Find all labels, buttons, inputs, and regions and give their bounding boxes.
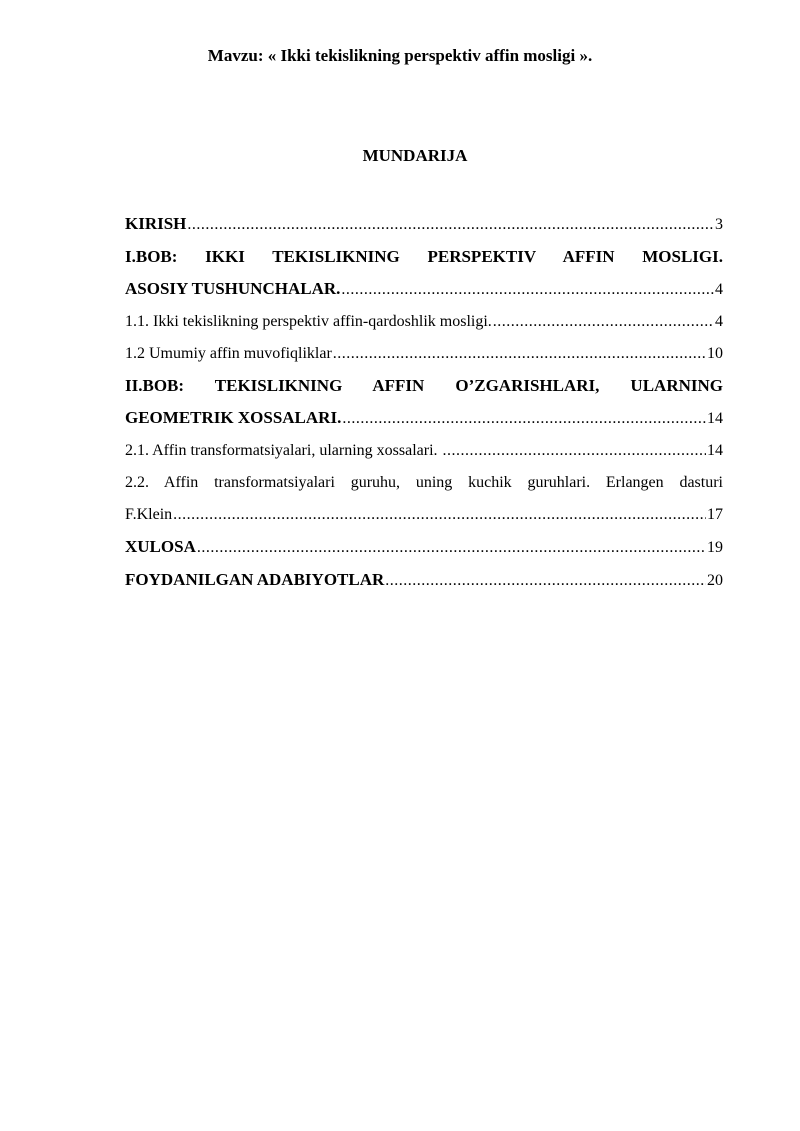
toc-entry-chapter-1[interactable]: [125, 241, 723, 306]
toc-entry-title: KIRISH: [125, 214, 187, 233]
toc-entry-xulosa[interactable]: [125, 531, 723, 564]
toc-entry-page: 4: [715, 281, 723, 298]
dot-leader: [385, 565, 706, 597]
toc-entry-references[interactable]: [125, 564, 723, 597]
toc-entry-title: XULOSA: [125, 537, 196, 556]
toc-entry-page: 20: [707, 572, 723, 589]
dot-leader: [173, 499, 706, 531]
toc-entry-title: 1.2 Umumiy affin muvofiqliklar: [125, 345, 332, 362]
dot-leader: [341, 274, 714, 306]
toc-entry-title-continued: F.Klein: [125, 506, 173, 523]
toc-entry-chapter-2[interactable]: [125, 370, 723, 435]
toc-entry-section-1-1[interactable]: [125, 306, 723, 338]
toc-entry-title-continued: GEOMETRIK XOSSALARI.: [125, 408, 342, 427]
toc-entry-page: 4: [715, 313, 723, 330]
toc-entry-title: I.BOB: IKKI TEKISLIKNING PERSPEKTIV AFFIN MOSLIGI.: [125, 247, 723, 266]
table-of-contents: [125, 208, 723, 597]
dot-leader: [197, 532, 706, 564]
toc-entry-page: 17: [707, 506, 723, 523]
toc-entry-page: 14: [707, 410, 723, 427]
toc-entry-title: 2.2. Affin transformatsiyalari guruhu, uning kuchik guruhlari. Erlangen dasturi: [125, 474, 723, 491]
toc-entry-page: 14: [707, 442, 723, 459]
toc-entry-page: 19: [707, 539, 723, 556]
toc-entry-section-1-2[interactable]: [125, 338, 723, 370]
toc-title: MUNDARIJA: [362, 146, 468, 165]
dot-leader: [333, 338, 706, 370]
toc-entry-title: II.BOB: TEKISLIKNING AFFIN O’ZGARISHLARI, ULARNING: [125, 376, 723, 395]
dot-leader: [443, 435, 706, 467]
toc-entry-title: 1.1. Ikki tekislikning perspektiv affin-qardoshlik mosligi.: [125, 313, 492, 330]
document-subject: Mavzu: « Ikki tekislikning perspektiv affin mosligi ».: [207, 46, 593, 65]
toc-entry-title: FOYDANILGAN ADABIYOTLAR: [125, 570, 385, 589]
toc-entry-page: 10: [707, 345, 723, 362]
dot-leader: [493, 306, 714, 338]
toc-entry-title-continued: ASOSIY TUSHUNCHALAR.: [125, 279, 341, 298]
toc-entry-section-2-1[interactable]: [125, 435, 723, 467]
toc-entry-title: 2.1. Affin transformatsiyalari, ularning xossalari.: [125, 442, 442, 459]
toc-entry-page: 3: [715, 216, 723, 233]
toc-entry-kirish[interactable]: [125, 208, 723, 241]
dot-leader: [187, 209, 714, 241]
dot-leader: [342, 403, 706, 435]
toc-entry-section-2-2[interactable]: [125, 467, 723, 531]
